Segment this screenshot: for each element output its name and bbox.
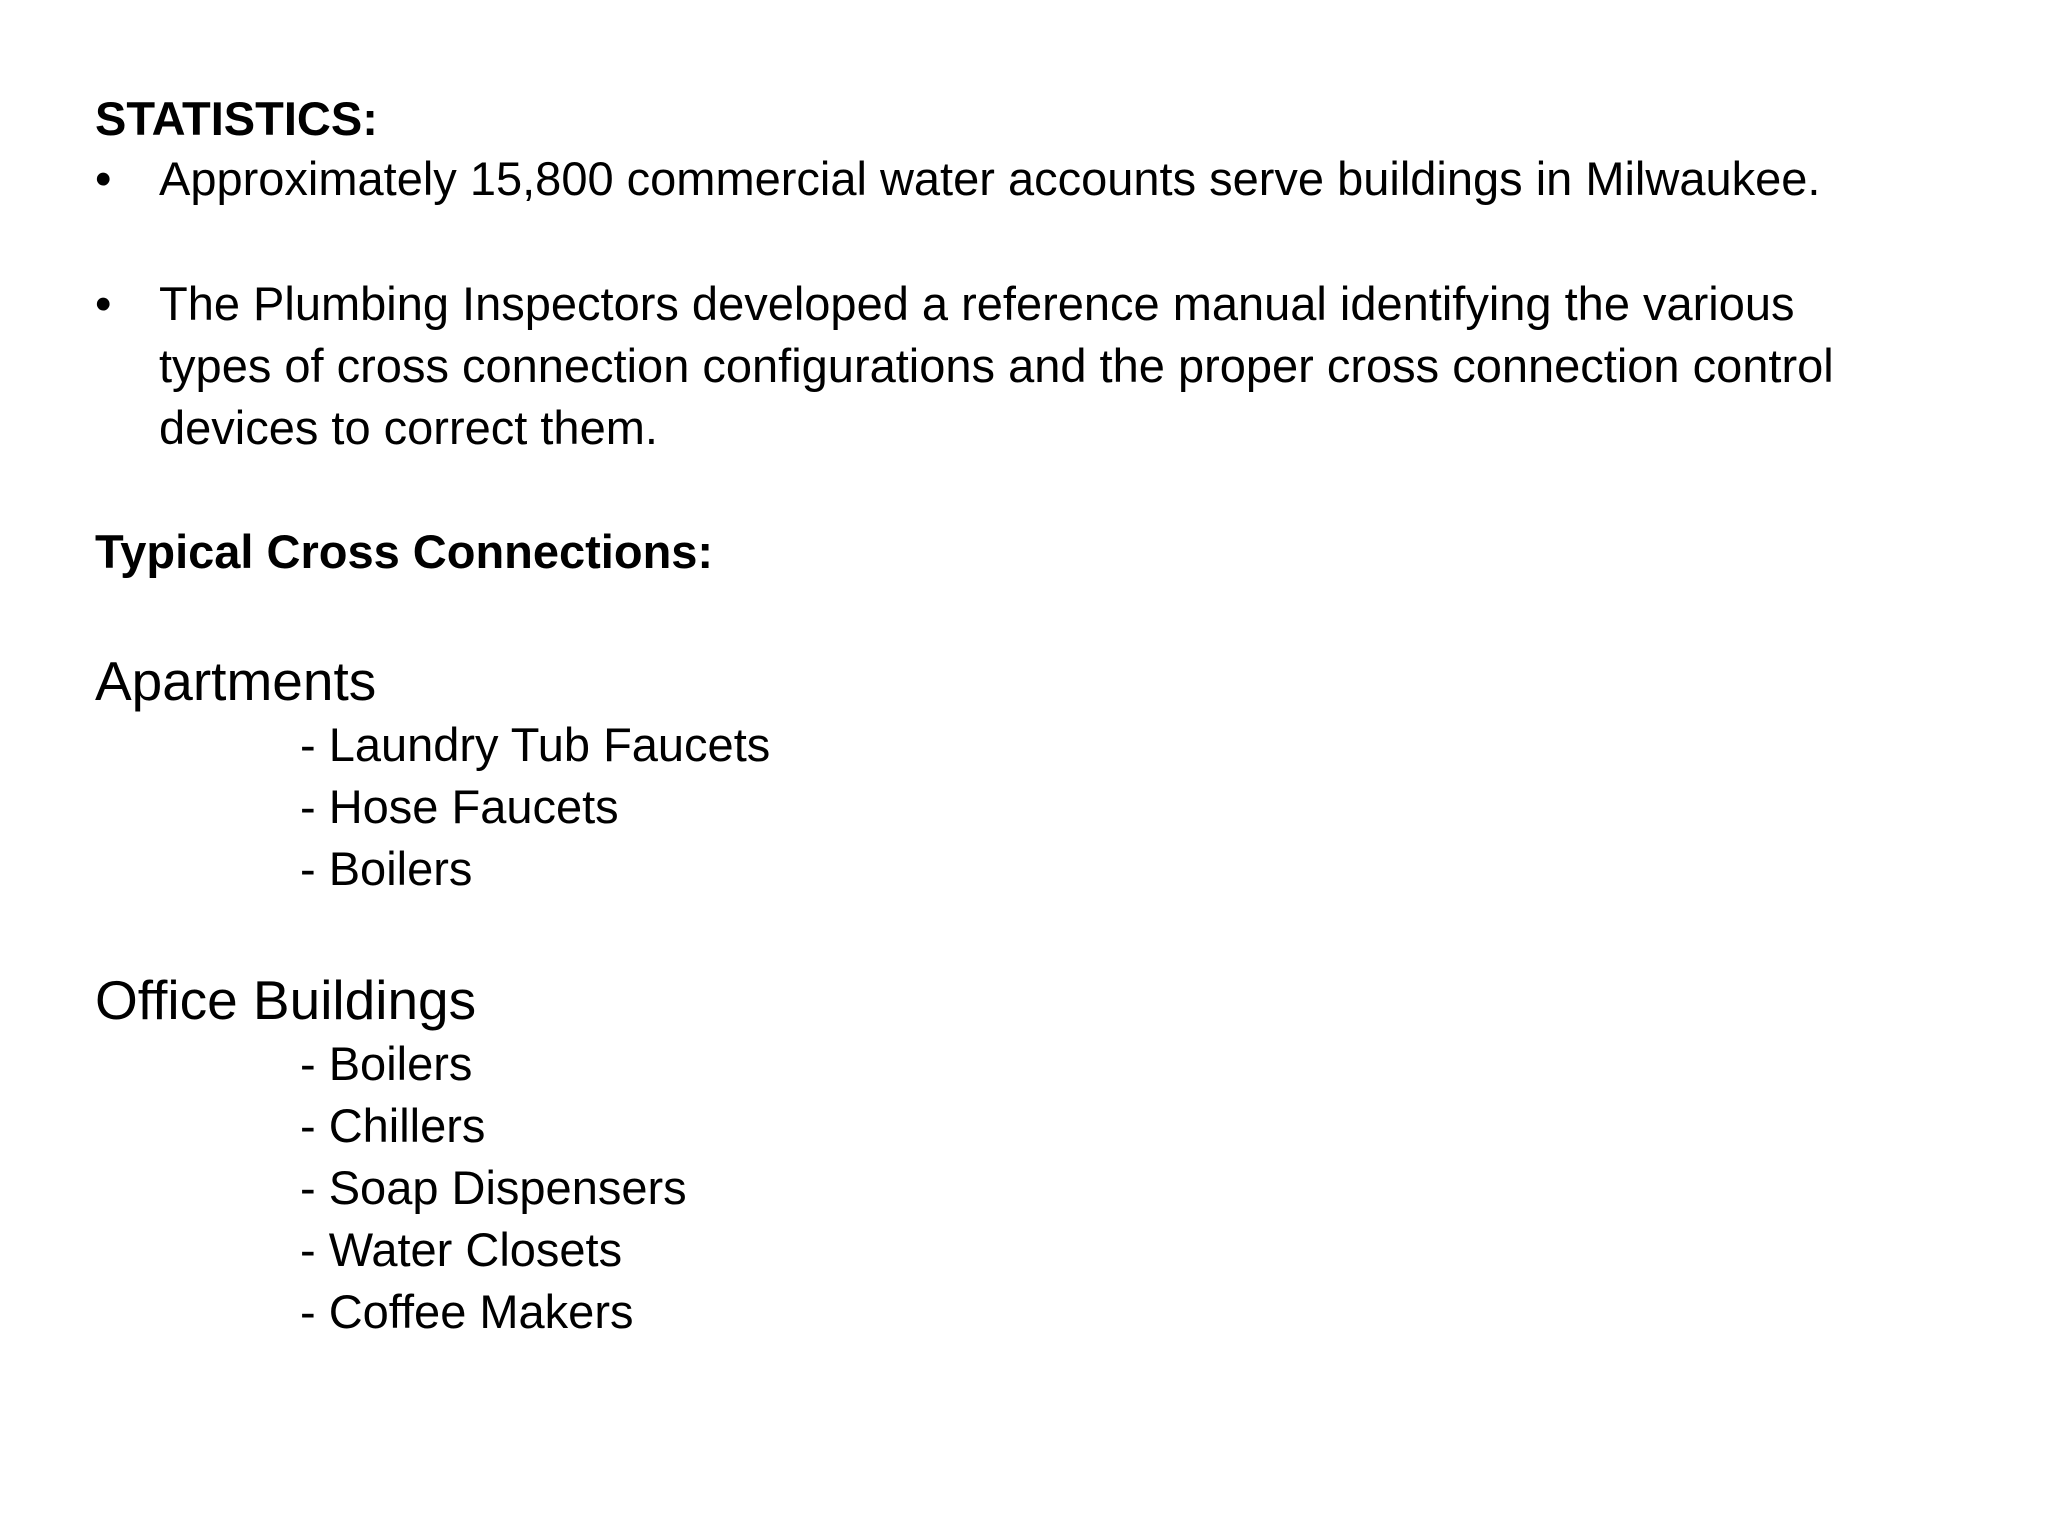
statistics-bullet-2 [95, 273, 2015, 459]
list-item: - Coffee Makers [300, 1285, 634, 1338]
office-buildings-list [300, 1033, 687, 1343]
bullet-text: Approximately 15,800 commercial water accounts serve buildings in Milwaukee. [159, 152, 1821, 205]
list-item: - Hose Faucets [300, 780, 619, 833]
list-item: - Soap Dispensers [300, 1161, 687, 1214]
list-item: - Laundry Tub Faucets [300, 718, 771, 771]
category-apartments: Apartments [95, 650, 377, 712]
bullet-text-line: types of cross connection configurations and the proper cross connection control [159, 339, 1834, 392]
bullet-marker: • [95, 277, 112, 330]
bullet-text-line: The Plumbing Inspectors developed a reference manual identifying the various [159, 277, 1795, 330]
list-item: - Water Closets [300, 1223, 623, 1276]
bullet-text [159, 273, 2015, 459]
list-item: - Chillers [300, 1099, 486, 1152]
bullet-marker: • [95, 152, 112, 205]
statistics-bullet-1 [95, 148, 2015, 210]
typical-connections-heading: Typical Cross Connections: [95, 525, 714, 578]
category-office-buildings: Office Buildings [95, 969, 477, 1031]
list-item: - Boilers [300, 842, 473, 895]
list-item: - Boilers [300, 1037, 473, 1090]
statistics-heading: STATISTICS: [95, 92, 378, 145]
bullet-text-line: devices to correct them. [159, 401, 658, 454]
apartments-list [300, 714, 770, 900]
